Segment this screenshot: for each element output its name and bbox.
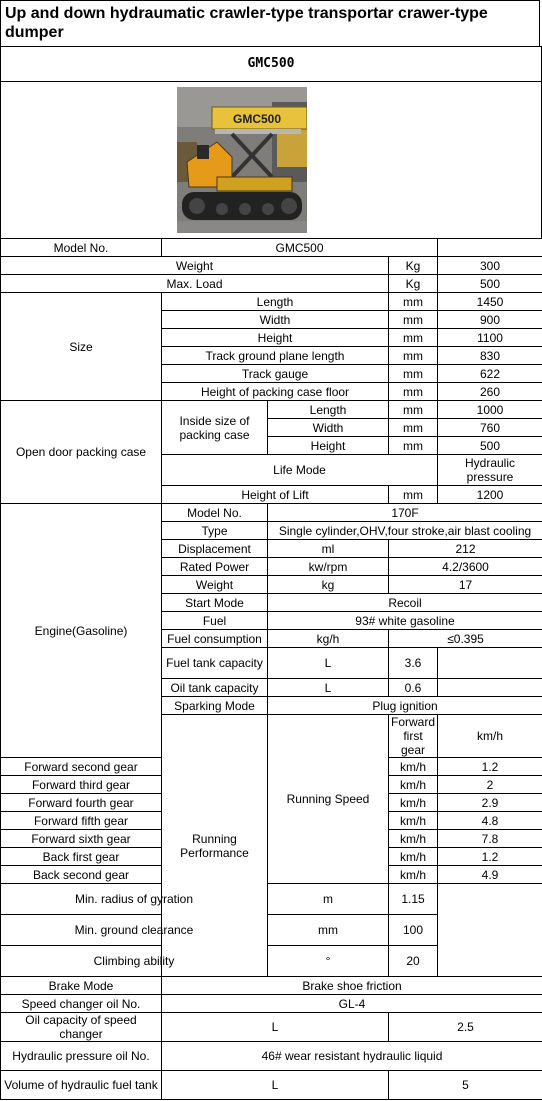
gear-value: 2.9 [438,794,542,812]
disp-value: 212 [389,540,542,558]
table-row [1,1013,542,1042]
radius-value: 1.15 [389,884,438,915]
running-label: Running Performance [162,715,268,977]
size-name: Width [162,311,389,329]
size-name: Height of packing case floor [162,383,389,401]
lift-unit: mm [389,486,438,504]
tank-unit: L [268,648,389,679]
clearance-label: Min. ground clearance [1,915,268,946]
running-speed-label: Running Speed [268,715,389,884]
packing-name: Width [268,419,389,437]
cons-unit: kg/h [268,630,389,648]
packing-unit: mm [389,401,438,419]
gear-unit: km/h [389,848,438,866]
cons-value: ≤0.395 [389,630,542,648]
oil-unit: L [268,679,389,697]
maxload-value: 500 [438,275,542,293]
photo-row [0,82,542,238]
size-unit: mm [389,365,438,383]
brake-label: Brake Mode [1,977,162,995]
maxload-unit: Kg [389,275,438,293]
oil-label: Oil tank capacity [162,679,268,697]
life-mode-label: Life Mode [162,455,438,486]
photo-label: GMC500 [232,112,282,126]
vol-unit: L [162,1071,389,1100]
gear-unit: km/h [389,776,438,794]
gear-value: 2 [438,776,542,794]
tank-value: 3.6 [389,648,438,679]
changer-label: Speed changer oil No. [1,995,162,1013]
gear-unit: km/h [389,812,438,830]
disp-label: Displacement [162,540,268,558]
gear-value: 1.2 [438,758,542,776]
engine-model-value: 170F [268,504,542,522]
maxload-label: Max. Load [1,275,389,293]
gear-name: Forward sixth gear [1,830,162,848]
table-row [1,293,542,311]
capacity-value: 2.5 [389,1013,542,1042]
gear-unit: km/h [389,794,438,812]
clearance-value: 100 [389,915,438,946]
model-header: GMC500 [0,46,542,82]
model-no-label: Model No. [1,239,162,257]
life-mode-value: Hydraulic pressure [438,455,542,486]
inside-size-label: Inside size of packing case [162,401,268,455]
table-row [1,257,542,275]
size-unit: mm [389,293,438,311]
engine-type-value: Single cylinder,OHV,four stroke,air blast cooling [268,522,542,540]
hyd-label: Hydraulic pressure oil No. [1,1042,162,1071]
gear-name: Back second gear [1,866,162,884]
size-label: Size [1,293,162,401]
climb-label: Climbing ability [1,946,268,977]
radius-unit: m [268,884,389,915]
packing-name: Length [268,401,389,419]
gear-name: Back first gear [1,848,162,866]
disp-unit: ml [268,540,389,558]
gear-name: Forward fifth gear [1,812,162,830]
engine-weight-value: 17 [389,576,542,594]
spec-table [0,238,542,1100]
capacity-unit: L [162,1013,389,1042]
weight-unit: Kg [389,257,438,275]
gear-name: Forward second gear [1,758,162,776]
engine-model-label: Model No. [162,504,268,522]
table-row [1,239,542,257]
gear-unit: km/h [389,866,438,884]
climb-unit: ° [268,946,389,977]
cons-label: Fuel consumption [162,630,268,648]
start-value: Recoil [268,594,542,612]
gear-value: 4.8 [438,812,542,830]
gear-name: Forward first gear [389,715,438,758]
size-name: Track gauge [162,365,389,383]
packing-name: Height [268,437,389,455]
table-row [1,995,542,1013]
gear-value: 7.8 [438,830,542,848]
oil-blank [438,679,542,697]
fuel-value: 93# white gasoline [268,612,542,630]
table-row [1,1071,542,1100]
model-no-blank [438,239,542,257]
power-value: 4.2/3600 [389,558,542,576]
power-label: Rated Power [162,558,268,576]
table-row [1,1042,542,1071]
table-row [1,275,542,293]
size-name: Track ground plane length [162,347,389,365]
tank-blank [438,648,542,679]
table-row [1,884,542,915]
packing-value: 760 [438,419,542,437]
size-value: 260 [438,383,542,401]
size-unit: mm [389,383,438,401]
spark-value: Plug ignition [268,697,542,715]
gear-unit: km/h [389,830,438,848]
size-value: 1100 [438,329,542,347]
size-value: 900 [438,311,542,329]
engine-label: Engine(Gasoline) [1,504,162,758]
gear-name: Forward third gear [1,776,162,794]
climb-value: 20 [389,946,438,977]
radius-label: Min. radius of gyration [1,884,268,915]
engine-weight-unit: kg [268,576,389,594]
size-name: Length [162,293,389,311]
table-row [1,915,542,946]
table-row [1,401,542,419]
size-unit: mm [389,329,438,347]
packing-unit: mm [389,437,438,455]
weight-label: Weight [1,257,389,275]
gear-name: Forward fourth gear [1,794,162,812]
power-unit: kw/rpm [268,558,389,576]
engine-weight-label: Weight [162,576,268,594]
packing-label: Open door packing case [1,401,162,504]
table-row [1,504,542,522]
packing-unit: mm [389,419,438,437]
changer-value: GL-4 [162,995,542,1013]
fuel-label: Fuel [162,612,268,630]
size-value: 830 [438,347,542,365]
vol-value: 5 [389,1071,542,1100]
page-title: Up and down hydraumatic crawler-type transportar crawer-type dumper [0,0,540,46]
lift-value: 1200 [438,486,542,504]
size-value: 1450 [438,293,542,311]
gear-value: 1.2 [438,848,542,866]
brake-value: Brake shoe friction [162,977,542,995]
oil-value: 0.6 [389,679,438,697]
clearance-unit: mm [268,915,389,946]
gear-value: 4.9 [438,866,542,884]
tank-label: Fuel tank capacity [162,648,268,679]
table-row [1,977,542,995]
start-label: Start Mode [162,594,268,612]
capacity-label: Oil capacity of speed changer [1,1013,162,1042]
packing-value: 500 [438,437,542,455]
packing-value: 1000 [438,401,542,419]
gear-unit: km/h [438,715,542,758]
product-photo [177,87,307,233]
engine-type-label: Type [162,522,268,540]
model-no-value: GMC500 [162,239,438,257]
size-name: Height [162,329,389,347]
size-value: 622 [438,365,542,383]
size-unit: mm [389,311,438,329]
hyd-value: 46# wear resistant hydraulic liquid [162,1042,542,1071]
vol-label: Volume of hydraulic fuel tank [1,1071,162,1100]
spark-label: Sparking Mode [162,697,268,715]
lift-label: Height of Lift [162,486,389,504]
table-row [1,946,542,977]
weight-value: 300 [438,257,542,275]
gear-unit: km/h [389,758,438,776]
size-unit: mm [389,347,438,365]
